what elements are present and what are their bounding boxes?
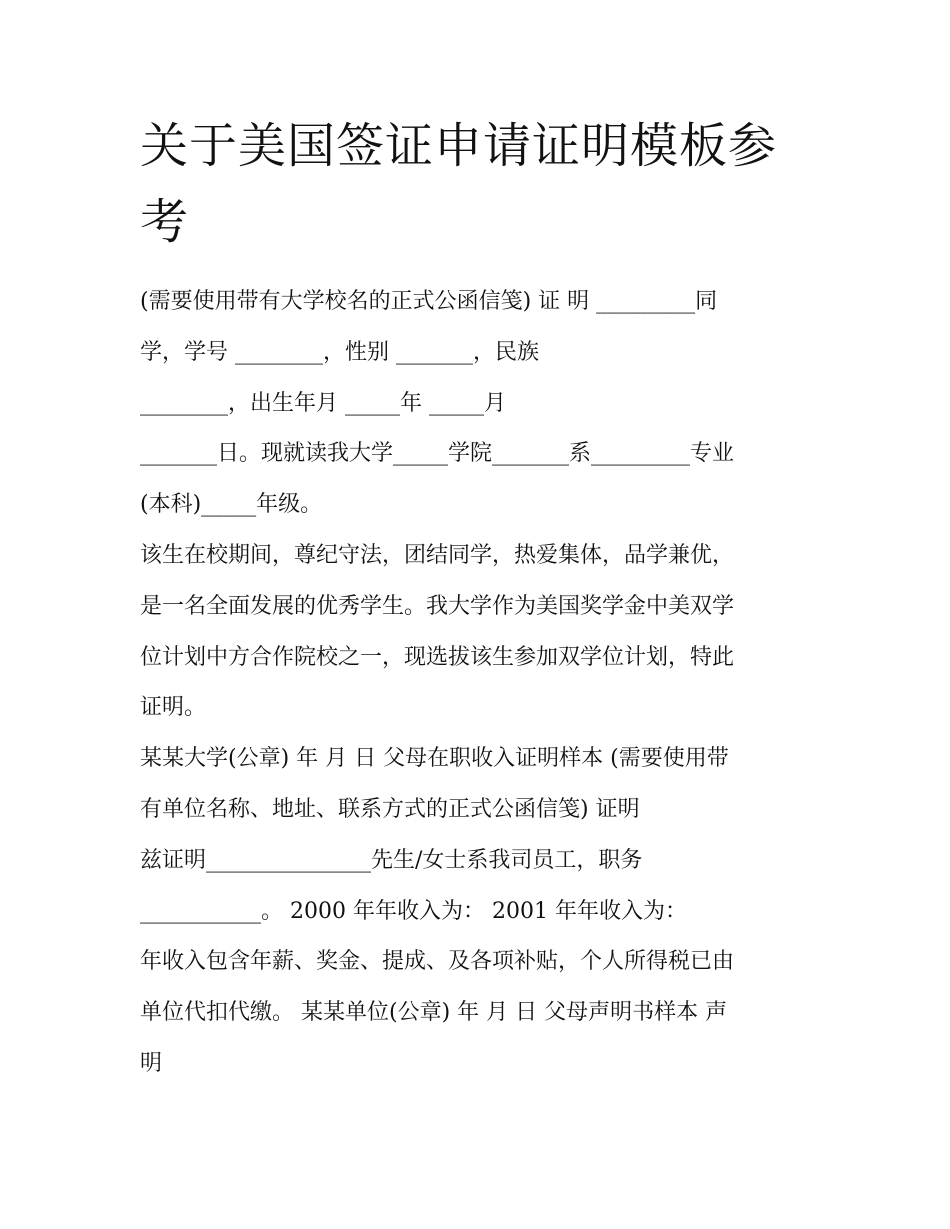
body-line: (本科)_____年级。	[140, 492, 323, 518]
document-body	[140, 277, 820, 1090]
body-line: 年收入包含年薪、奖金、提成、及各项补贴，个人所得税已由	[140, 949, 735, 975]
body-line: 学，学号 ________，性别 _______，民族	[140, 339, 539, 365]
document-title: 关于美国签证申请证明模板参考	[140, 118, 778, 250]
body-line: 兹证明_______________先生/女士系我司员工，职务	[140, 847, 643, 873]
body-line: 证明。	[140, 695, 207, 721]
body-line: 该生在校期间，尊纪守法，团结同学，热爱集体，品学兼优，	[140, 542, 735, 568]
body-line: 位计划中方合作院校之一，现选拔该生参加双学位计划，特此	[140, 644, 735, 670]
body-line: 某某大学(公章) 年 月 日 父母在职收入证明样本 (需要使用带	[140, 746, 729, 772]
body-line: 单位代扣代缴。 某某单位(公章) 年 月 日 父母声明书样本 声	[140, 1000, 728, 1026]
body-line: _______日。现就读我大学_____学院_______系_________专业	[140, 441, 735, 467]
body-line: (需要使用带有大学校名的正式公函信笺) 证 明 _________同	[140, 289, 718, 314]
body-line: 是一名全面发展的优秀学生。我大学作为美国奖学金中美双学	[140, 593, 735, 619]
body-line: ________，出生年月 _____年 _____月	[140, 390, 506, 416]
body-line: 明	[140, 1050, 163, 1076]
body-line: ___________。 2000 年年收入为： 2001 年年收入为：	[140, 898, 687, 924]
body-line: 有单位名称、地址、联系方式的正式公函信笺) 证明	[140, 796, 640, 822]
